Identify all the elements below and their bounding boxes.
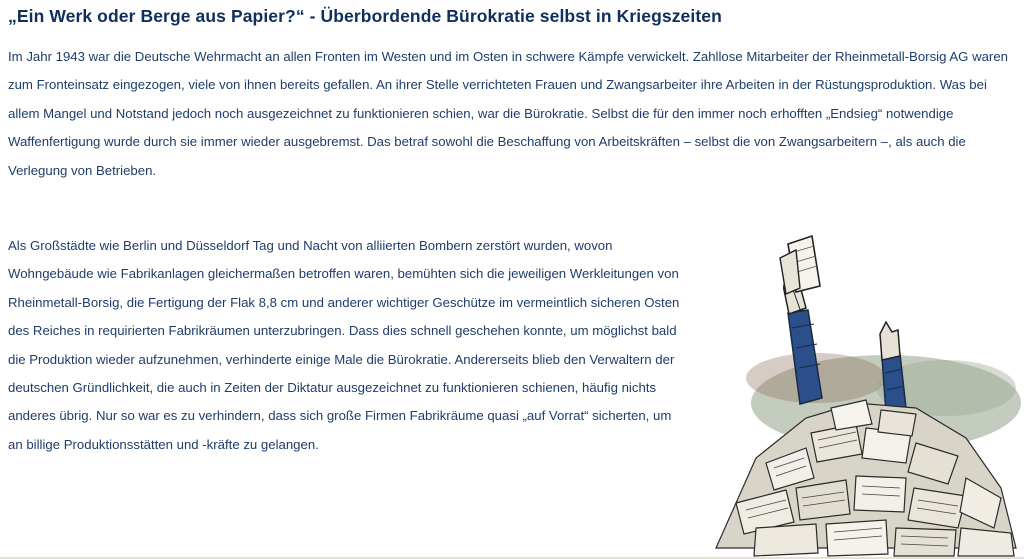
- article-paragraph-1: Im Jahr 1943 war die Deutsche Wehrmacht an allen Fronten im Westen und im Osten in schwere Kämpfe verwickelt. Zahllose Mitarbeiter der Rheinmetall-Borsig AG waren zum Fronteinsatz eingezogen, viele von ihnen bereits gefallen. An ihrer Stelle verrichteten Frauen und Zwangsarbeiter ihre Arbeiten in der Rüstungsproduktion. Was bei allem Mangel und Notstand jedoch noch ausgezeichnet zu funktionieren schien, war die Bürokratie. Selbst die für den immer noch erhofften „Endsieg“ notwendige Waffenfertigung wurde durch sie immer wieder ausgebremst. Das betraf sowohl die Beschaffung von Arbeitskräften – selbst die von Zwangsarbeitern –, als auch die Verlegung von Betrieben.: [8, 49, 1008, 178]
- article-heading: „Ein Werk oder Berge aus Papier?“ - Überbordende Bürokratie selbst in Kriegszeiten: [8, 6, 722, 26]
- paper-pile-illustration: [696, 228, 1024, 559]
- raised-hand-paper: [780, 236, 820, 294]
- article-paragraph-2: Als Großstädte wie Berlin und Düsseldorf Tag und Nacht von alliierten Bombern zerstört wurden, wovon Wohngebäude wie Fabrikanlagen gleichermaßen betroffen waren, bemühten sich die jeweiligen Werkleitungen von Rheinmetall-Borsig, die Fertigung der Flak 8,8 cm und anderer wichtiger Geschütze im vermeintlich sicheren Osten des Reiches in requirierten Fabrikräumen unterzubringen. Dass dies schnell geschehen konnte, um möglichst bald die Produktion wieder aufzunehmen, verhinderte einige Male die Bürokratie. Andererseits blieb den Verwaltern der deutschen Gründlichkeit, die auch in Zeiten der Diktatur ausgezeichnet zu funktionieren schienen, häufig nichts anderes übrig. Nur so war es zu verhindern, dass sich große Firmen Fabrikräume quasi „auf Vorrat“ sicherten, um an billige Produktionsstätten und -kräfte zu gelangen.: [8, 238, 680, 452]
